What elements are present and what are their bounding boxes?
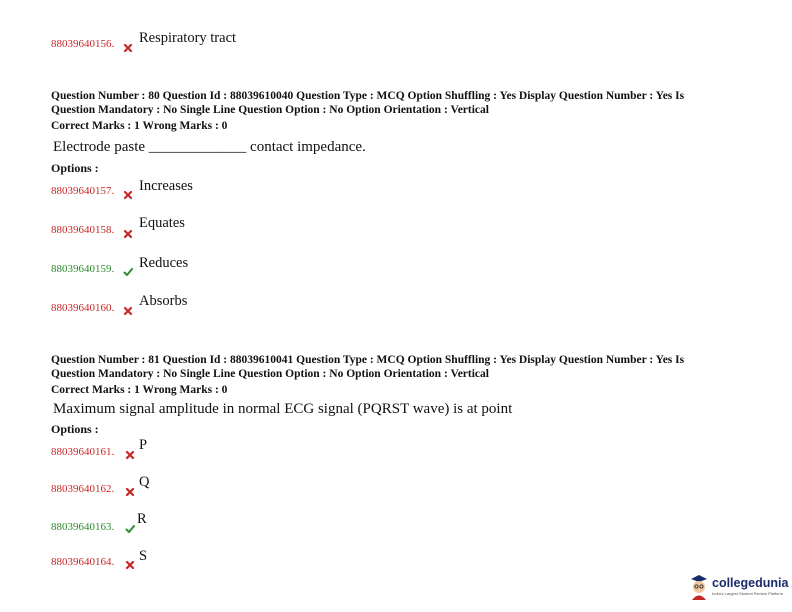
check-icon xyxy=(119,263,133,281)
question-header-line: Question Number : 81 Question Id : 88039610041 Question Type : MCQ Option Shuffling : Yes Display Question Number : Yes Is xyxy=(51,354,685,366)
question-text: Maximum signal amplitude in normal ECG signal (PQRST wave) is at point xyxy=(53,401,513,417)
option-text: R xyxy=(137,511,147,527)
options-label: Options : xyxy=(51,161,99,175)
option-text: Absorbs xyxy=(139,293,188,309)
option-text: Increases xyxy=(139,178,193,194)
question-marks: Correct Marks : 1 Wrong Marks : 0 xyxy=(51,120,228,132)
option-id: 88039640160. xyxy=(51,302,115,314)
cross-icon xyxy=(121,556,135,574)
option-id: 88039640159. xyxy=(51,263,115,275)
logo-tagline: India's Largest Student Review Platform xyxy=(712,591,784,596)
collegedunia-logo xyxy=(688,573,789,603)
cross-icon xyxy=(119,302,133,320)
cross-icon xyxy=(121,446,135,464)
option-id: 88039640156. xyxy=(51,38,115,50)
option-id: 88039640158. xyxy=(51,224,115,236)
cross-icon xyxy=(119,225,133,243)
option-id: 88039640161. xyxy=(51,446,115,458)
question-text: Electrode paste _____________ contact impedance. xyxy=(53,139,366,155)
option-id: 88039640162. xyxy=(51,483,115,495)
question-header-line: Question Mandatory : No Single Line Question Option : No Option Orientation : Vertical xyxy=(51,367,489,380)
question-header xyxy=(51,90,684,117)
mascot-icon xyxy=(688,573,710,601)
option-id: 88039640157. xyxy=(51,185,115,197)
option-text: P xyxy=(139,437,148,453)
question-header-line: Question Mandatory : No Single Line Question Option : No Option Orientation : Vertical xyxy=(51,103,489,116)
question-header-line: Question Number : 80 Question Id : 88039610040 Question Type : MCQ Option Shuffling : Yes Display Question Number : Yes Is xyxy=(51,90,685,102)
cross-icon xyxy=(119,186,133,204)
options-label: Options : xyxy=(51,422,99,436)
question-header xyxy=(51,354,684,381)
option-text: Equates xyxy=(139,215,185,231)
check-icon xyxy=(121,520,135,538)
option-text: Reduces xyxy=(139,255,189,271)
question-marks: Correct Marks : 1 Wrong Marks : 0 xyxy=(51,384,228,396)
option-id: 88039640164. xyxy=(51,556,115,568)
cross-icon xyxy=(119,39,133,57)
option-text: Q xyxy=(139,474,150,490)
option-text: Respiratory tract xyxy=(139,30,237,46)
option-text: S xyxy=(139,548,148,564)
cross-icon xyxy=(121,483,135,501)
logo-brand-text: collegedunia xyxy=(712,576,789,590)
option-id: 88039640163. xyxy=(51,521,115,533)
